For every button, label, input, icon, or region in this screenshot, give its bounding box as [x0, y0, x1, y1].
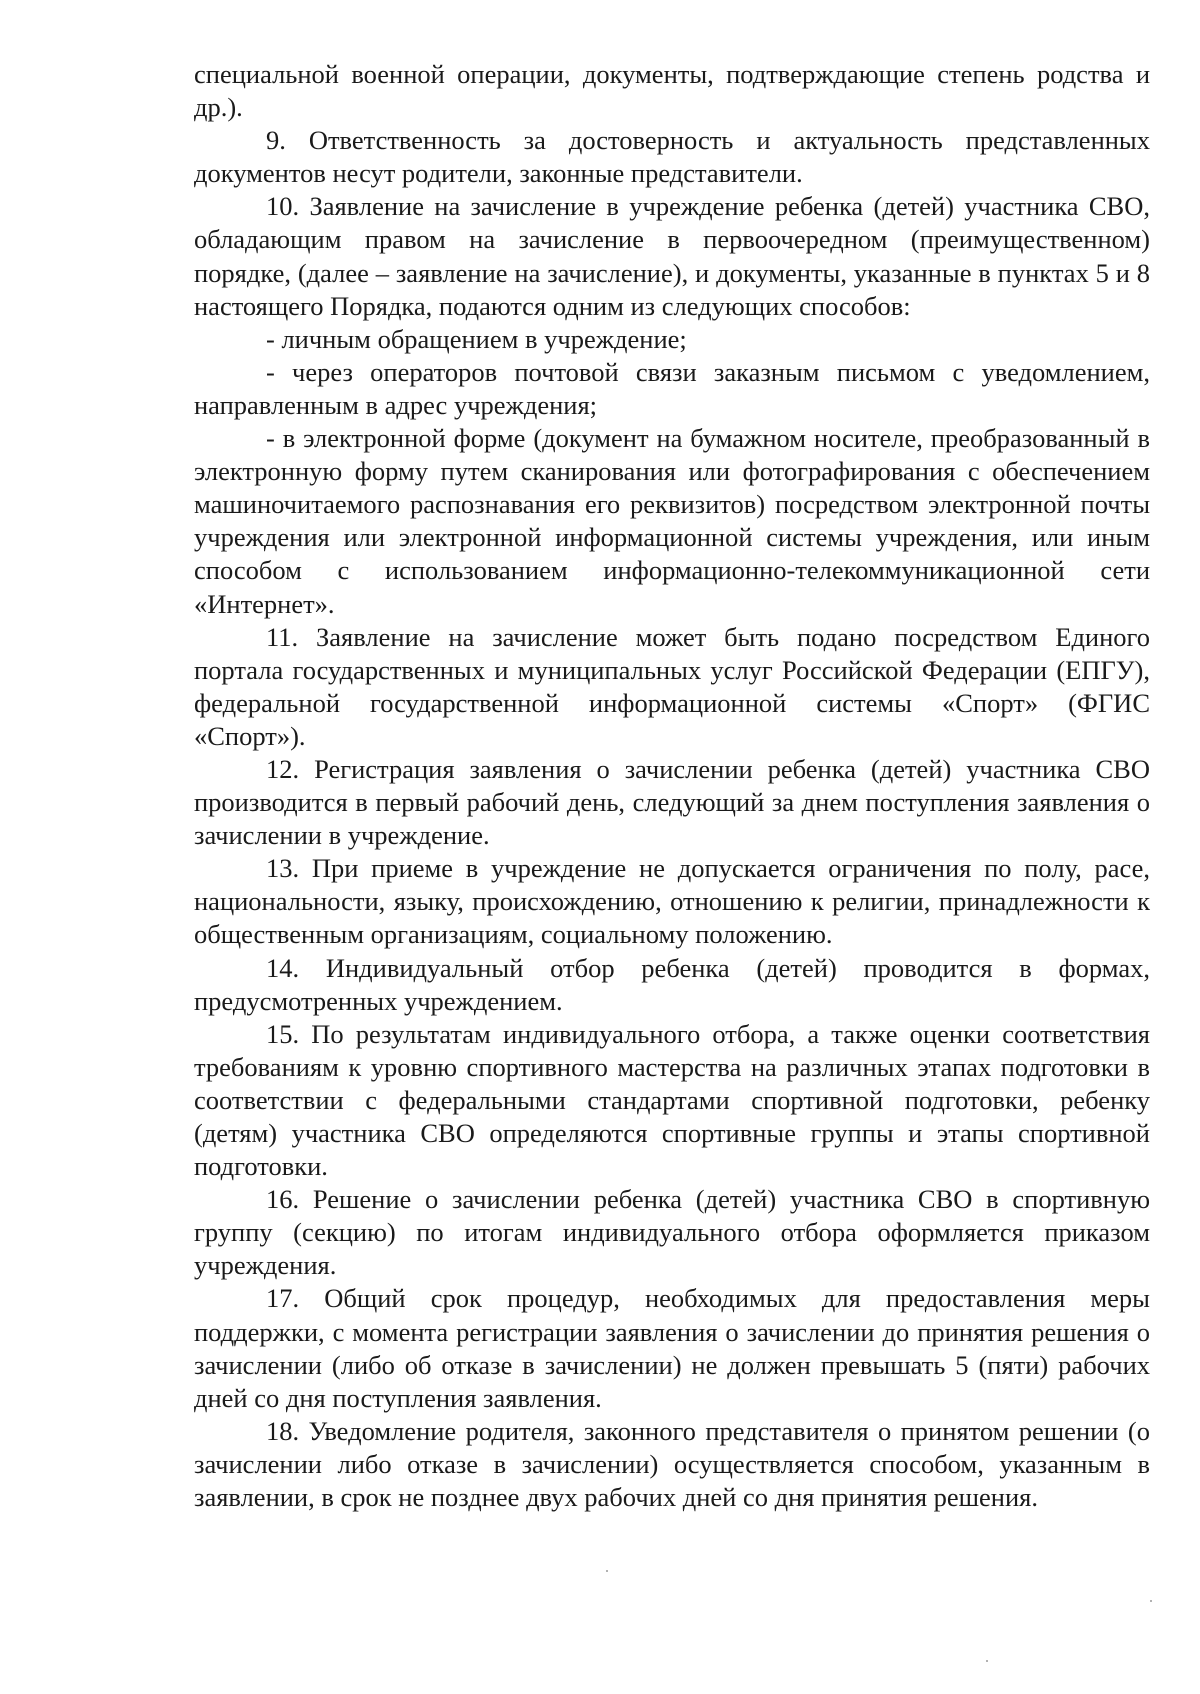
paragraph-10: 10. Заявление на зачисление в учреждение ребенка (детей) участника СВО, обладающим правом на зачисление в первоочередном (преимущественном) порядке, (далее – заявление на зачисление), и документы, указанные в пунктах 5 и 8 настоящего Порядка, подаются одним из следующих способов: [194, 191, 1150, 321]
paragraph-14: 14. Индивидуальный отбор ребенка (детей) проводится в формах, предусмотренных учреждением. [194, 952, 1150, 1016]
paragraph-12: 12. Регистрация заявления о зачислении ребенка (детей) участника СВО производится в первый рабочий день, следующий за днем поступления заявления о зачислении в учреждение. [194, 753, 1150, 851]
paragraph-16: 16. Решение о зачислении ребенка (детей) участника СВО в спортивную группу (секцию) по итогам индивидуального отбора оформляется приказом учреждения. [194, 1184, 1150, 1281]
paragraph-continuation: специальной военной операции, документы, подтверждающие степень родства и др.). [194, 59, 1150, 123]
scan-speck [606, 1570, 608, 1572]
paragraph-13: 13. При приеме в учреждение не допускается ограничения по полу, расе, национальности, языку, происхождению, отношению к религии, принадлежности к общественным организациям, социальному положению. [194, 853, 1150, 950]
paragraph-18: 18. Уведомление родителя, законного представителя о принятом решении (о зачислении либо отказе в зачислении) осуществляется способом, указанным в заявлении, в срок не позднее двух рабочих дней со дня принятия решения. [194, 1415, 1150, 1513]
paragraph-9: 9. Ответственность за достоверность и актуальность представленных документов несут родители, законные представители. [194, 125, 1150, 189]
paragraph-10-method-electronic: - в электронной форме (документ на бумажном носителе, преобразованный в электронную форму путем сканирования или фотографирования с обеспечением машиночитаемого распознавания его реквизитов) посредством электронной почты учреждения или электронной информационной системы учреждения, или иным способом с использованием информационно-телекоммуникационной сети «Интернет». [194, 423, 1150, 619]
scan-speck [1150, 1600, 1152, 1602]
scan-speck [986, 1660, 988, 1662]
paragraph-17: 17. Общий срок процедур, необходимых для предоставления меры поддержки, с момента регистрации заявления о зачислении до принятия решения о зачислении (либо об отказе в зачислении) не должен превышать 5 (пяти) рабочих дней со дня поступления заявления. [194, 1283, 1150, 1413]
paragraph-10-method-in-person: - личным обращением в учреждение; [266, 323, 687, 354]
paragraph-15: 15. По результатам индивидуального отбора, а также оценки соответствия требованиям к уровню спортивного мастерства на различных этапах подготовки в соответствии с федеральными стандартами спортивной подготовки, ребенку (детям) участника СВО определяются спортивные группы и этапы спортивной подготовки. [194, 1018, 1150, 1182]
document-body [194, 58, 1150, 1514]
paragraph-11: 11. Заявление на зачисление может быть подано посредством Единого портала государственных и муниципальных услуг Российской Федерации (ЕПГУ), федеральной государственной информационной системы «Спорт» (ФГИС «Спорт»). [194, 621, 1150, 751]
paragraph-10-method-post: - через операторов почтовой связи заказным письмом с уведомлением, направленным в адрес учреждения; [194, 356, 1150, 420]
